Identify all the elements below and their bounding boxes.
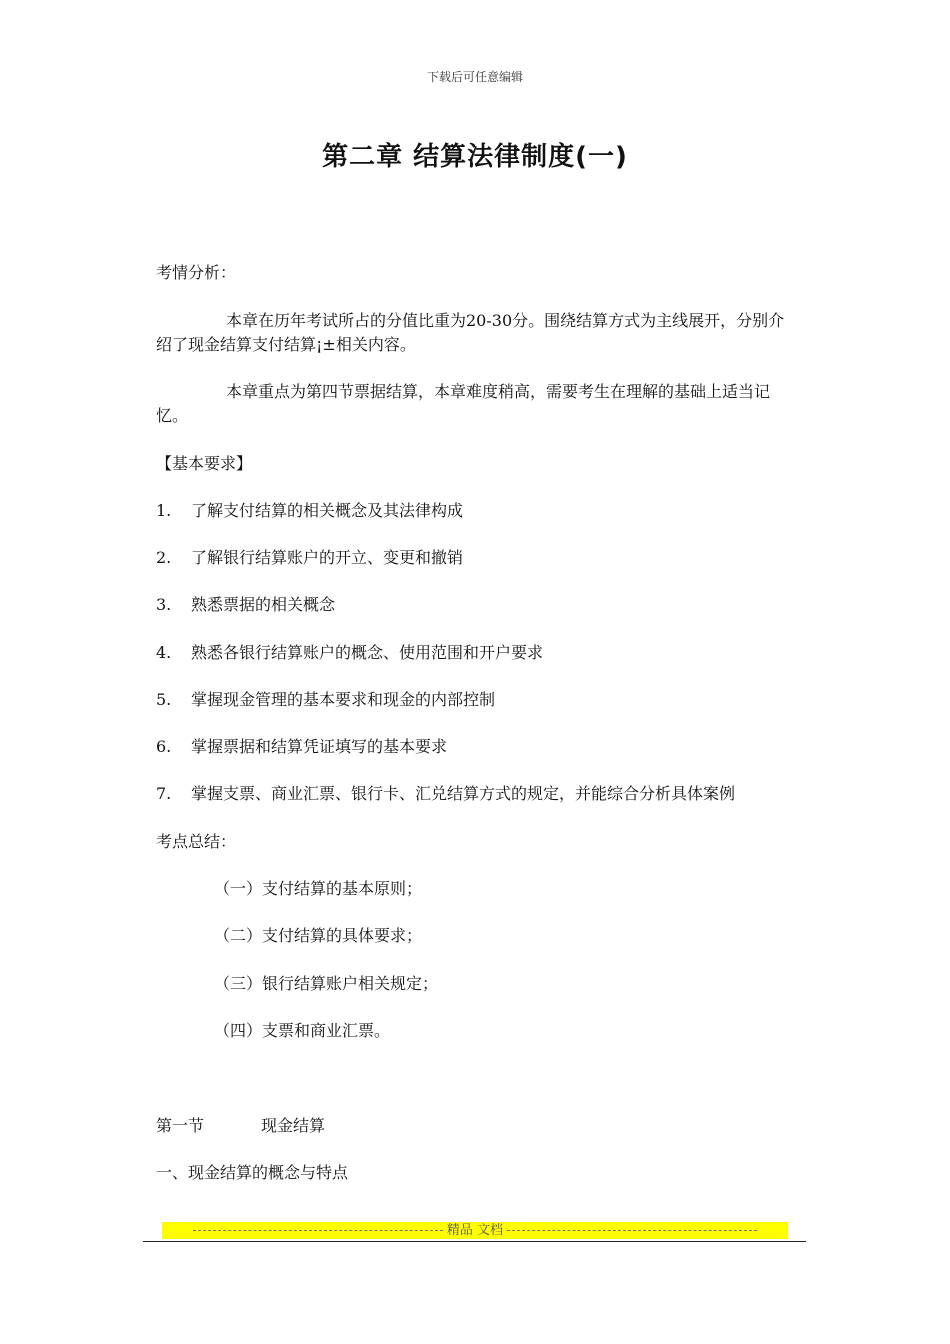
requirement-number: 5. xyxy=(156,690,172,709)
footer-band xyxy=(162,1222,788,1239)
requirement-item-2 xyxy=(156,546,463,570)
section-subheading: 一、现金结算的概念与特点 xyxy=(156,1163,349,1182)
requirement-text: 掌握票据和结算凭证填写的基本要求 xyxy=(191,737,448,756)
requirement-item-6 xyxy=(156,735,447,759)
footer-label: 精品 文档 xyxy=(446,1223,504,1238)
summary-item-3: （三）银行结算账户相关规定； xyxy=(214,974,439,993)
requirement-text: 了解银行结算账户的开立、变更和撤销 xyxy=(191,548,464,567)
requirement-item-1 xyxy=(156,499,463,523)
requirement-text: 了解支付结算的相关概念及其法律构成 xyxy=(191,501,464,520)
analysis-paragraph-1: 本章在历年考试所占的分值比重为20-30分。围绕结算方式为主线展开，分别介绍了现金结算支付结算¡±相关内容。 xyxy=(156,311,785,354)
analysis-paragraph-2: 本章重点为第四节票据结算，本章难度稍高，需要考生在理解的基础上适当记忆。 xyxy=(156,382,771,425)
requirement-number: 1. xyxy=(156,501,172,520)
requirement-item-3 xyxy=(156,593,335,617)
requirement-number: 3. xyxy=(156,595,172,614)
summary-item-1: （一）支付结算的基本原则； xyxy=(214,879,423,898)
requirement-number: 7. xyxy=(156,784,172,803)
section-label: 第一节 xyxy=(156,1116,205,1135)
summary-item-4: （四）支票和商业汇票。 xyxy=(214,1021,391,1040)
footer-rule xyxy=(143,1241,806,1242)
requirement-number: 6. xyxy=(156,737,172,756)
requirement-text: 掌握支票、商业汇票、银行卡、汇兑结算方式的规定，并能综合分析具体案例 xyxy=(191,784,736,803)
requirement-text: 熟悉票据的相关概念 xyxy=(191,595,336,614)
chapter-title: 第二章 结算法律制度(一) xyxy=(322,142,628,172)
summary-heading: 考点总结： xyxy=(156,832,237,851)
requirements-heading: 【基本要求】 xyxy=(156,454,253,473)
requirement-item-7 xyxy=(156,782,735,806)
requirement-item-4 xyxy=(156,641,543,665)
footer-dash-right xyxy=(507,1230,757,1232)
requirement-number: 4. xyxy=(156,643,172,662)
analysis-heading: 考情分析： xyxy=(156,263,237,282)
requirement-number: 2. xyxy=(156,548,172,567)
requirement-text: 熟悉各银行结算账户的概念、使用范围和开户要求 xyxy=(191,643,544,662)
summary-item-2: （二）支付结算的具体要求； xyxy=(214,926,423,945)
section-title: 现金结算 xyxy=(261,1116,326,1135)
header-note: 下载后可任意编辑 xyxy=(426,70,523,84)
requirement-text: 掌握现金管理的基本要求和现金的内部控制 xyxy=(191,690,496,709)
footer-dash-left xyxy=(193,1230,443,1232)
requirement-item-5 xyxy=(156,688,495,712)
section-heading xyxy=(156,1114,325,1138)
